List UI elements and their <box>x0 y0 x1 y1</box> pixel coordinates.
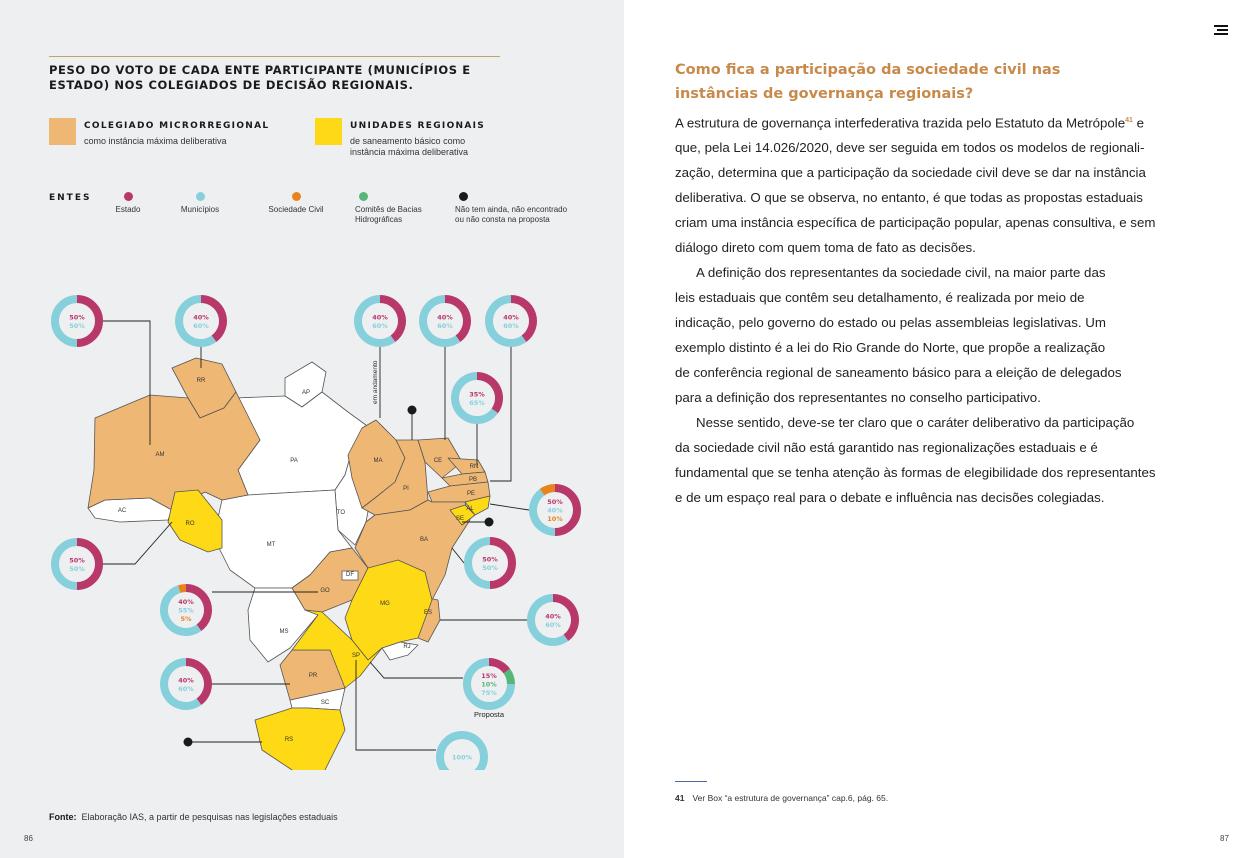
state-label-mt: MT <box>266 542 276 548</box>
page-number-left: 86 <box>24 834 33 843</box>
donut-label-es-1: 60% <box>545 620 561 629</box>
donut-segment-al-2 <box>542 488 555 492</box>
p1-line-1-tail: e <box>1132 115 1145 131</box>
ente-label-estado: Estado <box>115 205 141 214</box>
donut-label-sp-1: 10% <box>481 680 497 689</box>
donut-ce <box>423 299 467 343</box>
donut-segment-sp-0 <box>489 662 507 671</box>
donut-label-al-2: 10% <box>547 515 563 523</box>
p3-line-3: fundamental que se tenha atenção às formas de elegibilidade dos representantes <box>675 465 1156 481</box>
state-shape-rs <box>255 708 345 770</box>
donut-rn <box>455 376 499 420</box>
state-label-es: ES <box>423 610 433 616</box>
figure-title: PESO DO VOTO DE CADA ENTE PARTICIPANTE (MUNICÍPIOS E ESTADO) NOS COLEGIADOS DE DECISÃO REGIONAIS. <box>49 63 471 92</box>
no-data-dot-0 <box>408 406 417 415</box>
donut-label-am-1: 50% <box>69 321 85 330</box>
state-label-pr: PR <box>308 673 318 679</box>
donut-label-sp-0: 15% <box>481 672 497 680</box>
ente-comites <box>355 192 431 225</box>
state-label-ms: MS <box>279 629 289 635</box>
footnote-rule <box>675 781 707 782</box>
donut-label-sc-0: 100% <box>451 753 473 762</box>
ente-label-nao-tem-l1: Não tem ainda, não encontrado <box>455 205 568 214</box>
state-label-mg: MG <box>380 601 390 607</box>
donut-ro <box>55 542 99 586</box>
state-label-sp: SP <box>351 653 361 659</box>
donut-pr <box>164 662 208 706</box>
ente-estado <box>107 192 149 215</box>
ente-dot-nao-tem <box>459 192 468 201</box>
donut-label-am-0: 50% <box>69 313 85 322</box>
donut-segment-sp-1 <box>507 671 511 684</box>
donut-es <box>531 598 575 642</box>
donut-pb <box>489 299 533 343</box>
state-label-ba: BA <box>419 537 429 543</box>
p2-line-6: para a definição dos representantes no conselho participativo. <box>675 390 1041 406</box>
state-label-ce: CE <box>433 458 443 464</box>
donut-label-ba-0: 50% <box>482 555 498 564</box>
p3-line-4: e de um espaço real para o debate e influência nas decisões colegiadas. <box>675 490 1105 506</box>
p1-line-5: criam uma instância específica de participação popular, apenas consultiva, e sem <box>675 215 1156 231</box>
p1-line-3: zação, determina que a participação da sociedade civil deve se dar na instância <box>675 165 1146 181</box>
donut-label-rn-1: 65% <box>469 398 485 407</box>
ente-dot-comites <box>359 192 368 201</box>
donut-label-pb-0: 40% <box>503 313 519 322</box>
state-label-rn: RN <box>469 464 479 470</box>
legend-swatch-micro <box>49 118 76 145</box>
donut-label-ro-1: 50% <box>69 564 85 573</box>
donut-label-go-1: 55% <box>178 606 194 615</box>
ente-label-comites-l2: Hidrográficas <box>355 215 403 224</box>
legend-title-micro: COLEGIADO MICRORREGIONAL <box>84 121 270 131</box>
ente-dot-estado <box>124 192 133 201</box>
state-label-go: GO <box>320 588 330 594</box>
legend-desc-unidades-l1: de saneamento básico como <box>350 136 466 146</box>
p2-line-1: A definição dos representantes da sociedade civil, na maior parte das <box>696 265 1106 281</box>
p2-line-3: indicação, pelo governo do estado ou pelas assembleias legislativas. Um <box>675 315 1106 331</box>
figure-top-rule <box>49 56 500 57</box>
source-note <box>49 812 338 822</box>
annotation-proposta: Proposta <box>473 710 505 719</box>
p1-line-4: deliberativa. O que se observa, no entanto, é que todas as propostas estaduais <box>675 190 1143 206</box>
p1-line-1 <box>675 108 1180 135</box>
donut-label-al-0: 50% <box>547 498 563 506</box>
donut-label-ba-1: 50% <box>482 563 498 572</box>
source-label: Fonte: <box>49 812 77 822</box>
footnote-text: Ver Box “a estrutura de governança” cap.6, pág. 65. <box>692 793 889 803</box>
legend-title-unidades: UNIDADES REGIONAIS <box>350 121 486 131</box>
leader-ro <box>103 522 172 564</box>
donut-ma <box>358 299 402 343</box>
state-shape-am <box>88 392 260 510</box>
legend-desc-micro: como instância máxima deliberativa <box>84 136 227 146</box>
state-label-al: AL <box>466 506 474 512</box>
state-label-sc: SC <box>320 700 330 706</box>
page-number-right: 87 <box>1220 834 1229 843</box>
ente-sociedade-civil <box>260 192 332 215</box>
footnote-ref[interactable]: 41 <box>1125 117 1133 124</box>
state-label-pb: PB <box>468 477 478 483</box>
annotation-em-andamento: em andamento <box>372 360 379 404</box>
donut-label-ma-1: 60% <box>372 321 388 330</box>
heading-line-2: instâncias de governança regionais? <box>675 86 974 102</box>
heading-line-1: Como fica a participação da sociedade civil nas <box>675 62 1061 78</box>
donut-go <box>164 588 208 632</box>
state-label-df: DF <box>346 572 354 578</box>
ente-label-municipios: Municípios <box>180 205 220 214</box>
brazil-map <box>0 270 624 770</box>
no-data-dot-2 <box>184 738 193 747</box>
donut-segment-go-2 <box>179 588 186 589</box>
donut-label-es-0: 40% <box>545 612 561 621</box>
state-label-pi: PI <box>403 486 409 492</box>
donut-label-al-1: 40% <box>547 506 563 515</box>
p2-line-2: leis estaduais que contêm seu detalhamento, é realizada por meio de <box>675 290 1085 306</box>
donut-segment-sc-0 <box>440 735 484 770</box>
p2-line-4: exemplo distinto é a lei do Rio Grande do Norte, que propõe a realização <box>675 340 1106 356</box>
ente-municipios <box>170 192 230 215</box>
leader-ba <box>452 548 464 563</box>
state-label-ma: MA <box>373 458 383 464</box>
donut-rr <box>179 299 223 343</box>
donut-label-rr-0: 40% <box>193 313 209 322</box>
menu-icon[interactable] <box>1214 25 1228 35</box>
leader-al <box>490 504 529 510</box>
section-heading <box>675 58 1145 106</box>
p1-line-1-text: A estrutura de governança interfederativa trazida pelo Estatuto da Metrópole <box>675 115 1126 131</box>
state-label-ap: AP <box>301 390 311 396</box>
ente-label-nao-tem-l2: ou não consta na proposta <box>455 215 550 224</box>
donut-label-ro-0: 50% <box>69 556 85 565</box>
donut-label-ce-0: 40% <box>437 313 453 322</box>
donut-label-ce-1: 60% <box>437 321 453 330</box>
donut-label-ma-0: 40% <box>372 313 388 322</box>
donut-al <box>533 488 577 532</box>
state-label-se: SE <box>455 516 465 522</box>
p1-line-2: que, pela Lei 14.026/2020, deve ser seguida em todos os modelos de regionali- <box>675 140 1145 156</box>
footnote <box>675 793 888 803</box>
donut-am <box>55 299 99 343</box>
donut-label-pr-0: 40% <box>178 676 194 685</box>
state-label-rr: RR <box>196 378 206 384</box>
p1-line-6: diálogo direto com quem toma de fato as decisões. <box>675 240 976 256</box>
entes-title: ENTES <box>49 193 92 203</box>
donut-label-rr-1: 60% <box>193 321 209 330</box>
donut-label-pb-1: 60% <box>503 321 519 330</box>
legend-swatch-unidades <box>315 118 342 145</box>
p3-line-1: Nesse sentido, deve-se ter claro que o caráter deliberativo da participação <box>696 415 1135 431</box>
legend-desc-unidades-l2: instância máxima deliberativa <box>350 147 469 157</box>
state-label-ac: AC <box>117 508 127 514</box>
ente-nao-tem <box>455 192 580 225</box>
state-label-to: TO <box>336 510 346 516</box>
state-shape-ro <box>168 490 222 552</box>
donut-label-sp-2: 75% <box>481 689 497 697</box>
no-data-dot-1 <box>485 518 494 527</box>
p3-line-2: da sociedade civil não está garantido nas regionalizações estaduais e é <box>675 440 1098 456</box>
state-label-pa: PA <box>290 458 298 464</box>
donut-sc <box>440 735 484 770</box>
state-label-ro: RO <box>185 521 195 527</box>
legend-desc-unidades <box>350 136 468 158</box>
donut-label-go-2: 5% <box>180 615 192 623</box>
state-label-am: AM <box>155 452 165 458</box>
donut-ba <box>468 541 512 585</box>
donut-label-pr-1: 60% <box>178 684 194 693</box>
leader-sc <box>356 660 436 750</box>
donut-sp <box>467 662 511 706</box>
body-text <box>675 108 1180 510</box>
ente-label-comites-l1: Comitês de Bacias <box>355 205 422 214</box>
p2-line-5: de conferência regional de saneamento básico para a eleição de delegados <box>675 365 1122 381</box>
source-text: Elaboração IAS, a partir de pesquisas nas legislações estaduais <box>81 812 338 822</box>
footnote-number: 41 <box>675 793 685 803</box>
state-label-pe: PE <box>466 491 476 497</box>
ente-label-sociedade: Sociedade Civil <box>268 205 324 214</box>
leader-sp <box>370 662 463 678</box>
state-label-rj: RJ <box>403 644 411 650</box>
ente-dot-municipios <box>196 192 205 201</box>
donut-label-go-0: 40% <box>178 598 194 606</box>
donut-label-rn-0: 35% <box>469 390 485 399</box>
state-label-rs: RS <box>284 737 294 743</box>
ente-dot-sociedade <box>292 192 301 201</box>
